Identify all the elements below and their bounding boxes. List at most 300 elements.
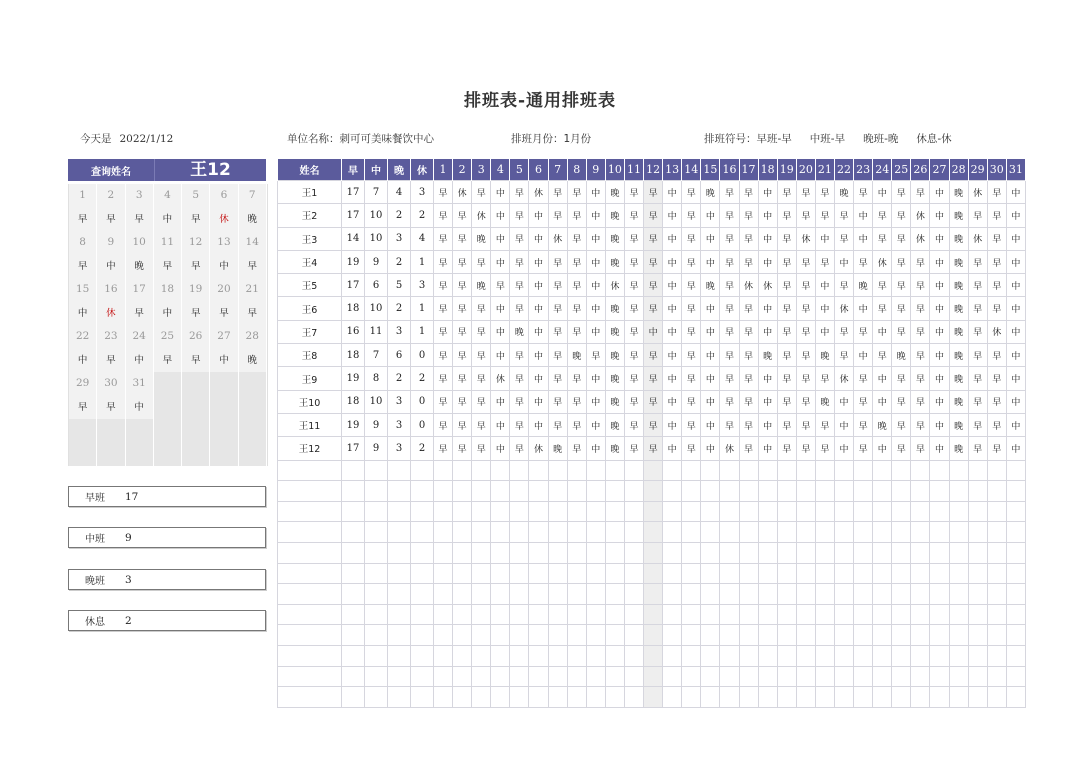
shift-cell[interactable]: 早	[777, 204, 796, 227]
shift-cell[interactable]: 早	[472, 181, 491, 204]
empty-cell[interactable]	[987, 460, 1006, 481]
empty-cell[interactable]	[605, 666, 624, 687]
empty-cell[interactable]	[586, 584, 605, 605]
empty-cell[interactable]	[930, 522, 949, 543]
empty-cell[interactable]	[434, 687, 453, 708]
shift-cell[interactable]: 休	[720, 437, 739, 460]
empty-cell[interactable]	[548, 501, 567, 522]
shift-cell[interactable]: 中	[701, 250, 720, 273]
shift-cell[interactable]: 中	[663, 413, 682, 436]
shift-cell[interactable]: 早	[682, 204, 701, 227]
empty-cell[interactable]	[365, 666, 388, 687]
shift-cell[interactable]: 中	[930, 320, 949, 343]
empty-cell[interactable]	[453, 666, 472, 687]
shift-cell[interactable]: 晚	[510, 320, 529, 343]
shift-cell[interactable]: 休	[453, 181, 472, 204]
empty-cell[interactable]	[968, 666, 987, 687]
empty-cell[interactable]	[701, 666, 720, 687]
empty-cell[interactable]	[682, 666, 701, 687]
shift-cell[interactable]: 早	[968, 320, 987, 343]
shift-cell[interactable]: 早	[510, 344, 529, 367]
shift-cell[interactable]: 早	[854, 390, 873, 413]
shift-cell[interactable]: 中	[701, 413, 720, 436]
shift-cell[interactable]: 中	[1006, 320, 1025, 343]
shift-cell[interactable]: 早	[548, 274, 567, 297]
empty-cell[interactable]	[365, 542, 388, 563]
empty-cell[interactable]	[548, 481, 567, 502]
shift-cell[interactable]: 中	[491, 250, 510, 273]
empty-cell[interactable]	[510, 563, 529, 584]
empty-cell[interactable]	[491, 501, 510, 522]
empty-cell[interactable]	[911, 687, 930, 708]
shift-cell[interactable]: 中	[854, 297, 873, 320]
empty-cell[interactable]	[854, 481, 873, 502]
shift-cell[interactable]: 晚	[949, 344, 968, 367]
empty-cell[interactable]	[567, 563, 586, 584]
empty-cell[interactable]	[278, 687, 342, 708]
shift-cell[interactable]: 早	[720, 413, 739, 436]
empty-cell[interactable]	[388, 645, 411, 666]
empty-cell[interactable]	[548, 666, 567, 687]
shift-cell[interactable]: 早	[739, 227, 758, 250]
empty-cell[interactable]	[854, 687, 873, 708]
empty-cell[interactable]	[987, 687, 1006, 708]
shift-cell[interactable]: 晚	[815, 390, 834, 413]
shift-cell[interactable]: 休	[968, 181, 987, 204]
shift-cell[interactable]: 中	[758, 390, 777, 413]
shift-cell[interactable]: 早	[968, 250, 987, 273]
empty-cell[interactable]	[278, 481, 342, 502]
shift-cell[interactable]: 中	[586, 390, 605, 413]
empty-cell[interactable]	[567, 542, 586, 563]
shift-cell[interactable]: 早	[453, 367, 472, 390]
empty-cell[interactable]	[758, 501, 777, 522]
empty-cell[interactable]	[453, 481, 472, 502]
shift-cell[interactable]: 中	[758, 437, 777, 460]
shift-cell[interactable]: 晚	[949, 181, 968, 204]
empty-cell[interactable]	[1006, 542, 1025, 563]
shift-cell[interactable]: 早	[720, 344, 739, 367]
shift-cell[interactable]: 晚	[605, 297, 624, 320]
empty-cell[interactable]	[892, 604, 911, 625]
empty-cell[interactable]	[342, 501, 365, 522]
shift-cell[interactable]: 早	[873, 297, 892, 320]
empty-cell[interactable]	[854, 522, 873, 543]
shift-cell[interactable]: 早	[434, 413, 453, 436]
empty-cell[interactable]	[796, 522, 815, 543]
shift-cell[interactable]: 早	[739, 250, 758, 273]
empty-cell[interactable]	[567, 460, 586, 481]
empty-cell[interactable]	[930, 645, 949, 666]
shift-cell[interactable]: 中	[930, 204, 949, 227]
empty-cell[interactable]	[586, 522, 605, 543]
empty-cell[interactable]	[987, 584, 1006, 605]
shift-cell[interactable]: 早	[453, 227, 472, 250]
shift-cell[interactable]: 早	[777, 274, 796, 297]
shift-cell[interactable]: 早	[453, 250, 472, 273]
shift-cell[interactable]: 中	[586, 250, 605, 273]
shift-cell[interactable]: 早	[472, 437, 491, 460]
shift-cell[interactable]: 早	[644, 204, 663, 227]
empty-cell[interactable]	[510, 687, 529, 708]
empty-cell[interactable]	[968, 687, 987, 708]
empty-cell[interactable]	[911, 522, 930, 543]
empty-cell[interactable]	[739, 625, 758, 646]
empty-cell[interactable]	[834, 604, 853, 625]
empty-cell[interactable]	[388, 481, 411, 502]
empty-cell[interactable]	[682, 522, 701, 543]
empty-cell[interactable]	[365, 563, 388, 584]
empty-cell[interactable]	[624, 645, 643, 666]
shift-cell[interactable]: 中	[491, 437, 510, 460]
empty-cell[interactable]	[644, 563, 663, 584]
shift-cell[interactable]: 中	[701, 367, 720, 390]
empty-cell[interactable]	[987, 481, 1006, 502]
empty-cell[interactable]	[605, 501, 624, 522]
shift-cell[interactable]: 中	[586, 274, 605, 297]
empty-cell[interactable]	[930, 687, 949, 708]
shift-cell[interactable]: 中	[529, 227, 548, 250]
empty-cell[interactable]	[701, 460, 720, 481]
shift-cell[interactable]: 晚	[605, 437, 624, 460]
empty-cell[interactable]	[510, 625, 529, 646]
empty-cell[interactable]	[968, 460, 987, 481]
empty-cell[interactable]	[342, 563, 365, 584]
empty-cell[interactable]	[911, 604, 930, 625]
empty-cell[interactable]	[411, 522, 434, 543]
shift-cell[interactable]: 中	[529, 250, 548, 273]
shift-cell[interactable]: 休	[873, 250, 892, 273]
empty-cell[interactable]	[968, 604, 987, 625]
empty-cell[interactable]	[720, 666, 739, 687]
empty-cell[interactable]	[453, 584, 472, 605]
shift-cell[interactable]: 中	[529, 390, 548, 413]
empty-cell[interactable]	[739, 687, 758, 708]
shift-cell[interactable]: 早	[644, 181, 663, 204]
empty-cell[interactable]	[453, 687, 472, 708]
empty-cell[interactable]	[567, 522, 586, 543]
empty-cell[interactable]	[968, 584, 987, 605]
empty-cell[interactable]	[491, 625, 510, 646]
empty-cell[interactable]	[911, 625, 930, 646]
shift-cell[interactable]: 晚	[892, 344, 911, 367]
empty-cell[interactable]	[968, 542, 987, 563]
shift-cell[interactable]: 早	[682, 390, 701, 413]
empty-cell[interactable]	[342, 625, 365, 646]
empty-cell[interactable]	[663, 604, 682, 625]
empty-cell[interactable]	[434, 666, 453, 687]
empty-cell[interactable]	[758, 563, 777, 584]
empty-cell[interactable]	[388, 501, 411, 522]
shift-cell[interactable]: 中	[663, 367, 682, 390]
empty-cell[interactable]	[796, 645, 815, 666]
empty-cell[interactable]	[930, 481, 949, 502]
empty-cell[interactable]	[453, 563, 472, 584]
shift-cell[interactable]: 中	[586, 367, 605, 390]
empty-cell[interactable]	[605, 584, 624, 605]
shift-cell[interactable]: 早	[854, 413, 873, 436]
empty-cell[interactable]	[453, 460, 472, 481]
empty-cell[interactable]	[930, 501, 949, 522]
empty-cell[interactable]	[472, 542, 491, 563]
shift-cell[interactable]: 早	[453, 320, 472, 343]
empty-cell[interactable]	[278, 460, 342, 481]
shift-cell[interactable]: 早	[911, 297, 930, 320]
shift-cell[interactable]: 早	[567, 227, 586, 250]
empty-cell[interactable]	[815, 625, 834, 646]
empty-cell[interactable]	[930, 604, 949, 625]
shift-cell[interactable]: 早	[567, 250, 586, 273]
shift-cell[interactable]: 早	[892, 274, 911, 297]
empty-cell[interactable]	[491, 666, 510, 687]
empty-cell[interactable]	[624, 522, 643, 543]
empty-cell[interactable]	[1006, 563, 1025, 584]
shift-cell[interactable]: 晚	[567, 344, 586, 367]
empty-cell[interactable]	[434, 542, 453, 563]
empty-cell[interactable]	[815, 522, 834, 543]
shift-cell[interactable]: 早	[624, 320, 643, 343]
empty-cell[interactable]	[815, 542, 834, 563]
empty-cell[interactable]	[701, 542, 720, 563]
shift-cell[interactable]: 早	[834, 204, 853, 227]
shift-cell[interactable]: 中	[644, 320, 663, 343]
shift-cell[interactable]: 早	[892, 250, 911, 273]
empty-cell[interactable]	[365, 687, 388, 708]
shift-cell[interactable]: 早	[987, 204, 1006, 227]
shift-cell[interactable]: 晚	[605, 250, 624, 273]
empty-cell[interactable]	[968, 522, 987, 543]
shift-cell[interactable]: 早	[987, 344, 1006, 367]
shift-cell[interactable]: 中	[873, 367, 892, 390]
empty-cell[interactable]	[892, 460, 911, 481]
empty-cell[interactable]	[548, 645, 567, 666]
empty-cell[interactable]	[796, 666, 815, 687]
empty-cell[interactable]	[411, 460, 434, 481]
empty-cell[interactable]	[777, 584, 796, 605]
empty-cell[interactable]	[834, 501, 853, 522]
empty-cell[interactable]	[777, 460, 796, 481]
shift-cell[interactable]: 早	[777, 367, 796, 390]
empty-cell[interactable]	[663, 666, 682, 687]
empty-cell[interactable]	[892, 481, 911, 502]
empty-cell[interactable]	[278, 645, 342, 666]
shift-cell[interactable]: 中	[854, 227, 873, 250]
shift-cell[interactable]: 早	[567, 204, 586, 227]
shift-cell[interactable]: 中	[701, 227, 720, 250]
empty-cell[interactable]	[834, 481, 853, 502]
shift-cell[interactable]: 早	[911, 390, 930, 413]
empty-cell[interactable]	[930, 563, 949, 584]
shift-cell[interactable]: 中	[1006, 367, 1025, 390]
lookup-name-select[interactable]: 王12	[154, 159, 266, 181]
empty-cell[interactable]	[605, 645, 624, 666]
empty-cell[interactable]	[815, 481, 834, 502]
empty-cell[interactable]	[930, 625, 949, 646]
shift-cell[interactable]: 早	[968, 204, 987, 227]
empty-cell[interactable]	[854, 542, 873, 563]
empty-cell[interactable]	[968, 645, 987, 666]
empty-cell[interactable]	[491, 645, 510, 666]
shift-cell[interactable]: 晚	[949, 390, 968, 413]
shift-cell[interactable]: 早	[624, 181, 643, 204]
shift-cell[interactable]: 早	[510, 297, 529, 320]
shift-cell[interactable]: 早	[548, 181, 567, 204]
empty-cell[interactable]	[434, 460, 453, 481]
shift-cell[interactable]: 中	[491, 204, 510, 227]
empty-cell[interactable]	[342, 604, 365, 625]
empty-cell[interactable]	[472, 604, 491, 625]
shift-cell[interactable]: 中	[1006, 227, 1025, 250]
empty-cell[interactable]	[644, 460, 663, 481]
shift-cell[interactable]: 早	[854, 437, 873, 460]
empty-cell[interactable]	[529, 625, 548, 646]
empty-cell[interactable]	[365, 584, 388, 605]
shift-cell[interactable]: 中	[529, 344, 548, 367]
shift-cell[interactable]: 中	[491, 320, 510, 343]
shift-cell[interactable]: 早	[911, 274, 930, 297]
empty-cell[interactable]	[491, 460, 510, 481]
shift-cell[interactable]: 早	[739, 181, 758, 204]
empty-cell[interactable]	[567, 481, 586, 502]
empty-cell[interactable]	[342, 460, 365, 481]
empty-cell[interactable]	[567, 666, 586, 687]
empty-cell[interactable]	[586, 687, 605, 708]
shift-cell[interactable]: 晚	[949, 227, 968, 250]
shift-cell[interactable]: 晚	[605, 320, 624, 343]
empty-cell[interactable]	[873, 522, 892, 543]
empty-cell[interactable]	[663, 542, 682, 563]
empty-cell[interactable]	[624, 666, 643, 687]
shift-cell[interactable]: 休	[605, 274, 624, 297]
shift-cell[interactable]: 早	[644, 390, 663, 413]
shift-cell[interactable]: 中	[930, 437, 949, 460]
shift-cell[interactable]: 晚	[949, 437, 968, 460]
empty-cell[interactable]	[682, 625, 701, 646]
empty-cell[interactable]	[796, 481, 815, 502]
shift-cell[interactable]: 晚	[949, 204, 968, 227]
empty-cell[interactable]	[682, 645, 701, 666]
empty-cell[interactable]	[586, 563, 605, 584]
shift-cell[interactable]: 中	[663, 320, 682, 343]
empty-cell[interactable]	[873, 542, 892, 563]
shift-cell[interactable]: 早	[567, 320, 586, 343]
shift-cell[interactable]: 中	[586, 437, 605, 460]
shift-cell[interactable]: 早	[624, 204, 643, 227]
shift-cell[interactable]: 晚	[548, 437, 567, 460]
shift-cell[interactable]: 中	[701, 297, 720, 320]
empty-cell[interactable]	[930, 542, 949, 563]
shift-cell[interactable]: 早	[434, 181, 453, 204]
empty-cell[interactable]	[777, 687, 796, 708]
empty-cell[interactable]	[815, 563, 834, 584]
empty-cell[interactable]	[434, 563, 453, 584]
empty-cell[interactable]	[682, 460, 701, 481]
empty-cell[interactable]	[873, 584, 892, 605]
empty-cell[interactable]	[834, 645, 853, 666]
shift-cell[interactable]: 晚	[605, 181, 624, 204]
empty-cell[interactable]	[644, 687, 663, 708]
empty-cell[interactable]	[758, 645, 777, 666]
shift-cell[interactable]: 早	[892, 204, 911, 227]
shift-cell[interactable]: 晚	[949, 250, 968, 273]
shift-cell[interactable]: 早	[682, 437, 701, 460]
shift-cell[interactable]: 晚	[701, 181, 720, 204]
empty-cell[interactable]	[567, 501, 586, 522]
shift-cell[interactable]: 早	[434, 390, 453, 413]
empty-cell[interactable]	[278, 542, 342, 563]
empty-cell[interactable]	[434, 625, 453, 646]
empty-cell[interactable]	[365, 645, 388, 666]
shift-cell[interactable]: 中	[1006, 274, 1025, 297]
shift-cell[interactable]: 早	[873, 204, 892, 227]
empty-cell[interactable]	[388, 522, 411, 543]
shift-cell[interactable]: 中	[834, 437, 853, 460]
shift-cell[interactable]: 早	[987, 274, 1006, 297]
empty-cell[interactable]	[777, 604, 796, 625]
shift-cell[interactable]: 早	[682, 297, 701, 320]
shift-cell[interactable]: 早	[834, 320, 853, 343]
shift-cell[interactable]: 早	[453, 204, 472, 227]
shift-cell[interactable]: 早	[796, 344, 815, 367]
empty-cell[interactable]	[278, 584, 342, 605]
empty-cell[interactable]	[342, 666, 365, 687]
shift-cell[interactable]: 中	[930, 344, 949, 367]
empty-cell[interactable]	[1006, 604, 1025, 625]
empty-cell[interactable]	[873, 645, 892, 666]
shift-cell[interactable]: 早	[968, 367, 987, 390]
empty-cell[interactable]	[605, 542, 624, 563]
empty-cell[interactable]	[586, 625, 605, 646]
empty-cell[interactable]	[663, 501, 682, 522]
empty-cell[interactable]	[434, 522, 453, 543]
shift-cell[interactable]: 早	[510, 204, 529, 227]
empty-cell[interactable]	[834, 625, 853, 646]
empty-cell[interactable]	[586, 481, 605, 502]
empty-cell[interactable]	[949, 563, 968, 584]
empty-cell[interactable]	[834, 687, 853, 708]
shift-cell[interactable]: 晚	[758, 344, 777, 367]
shift-cell[interactable]: 中	[930, 181, 949, 204]
shift-cell[interactable]: 早	[548, 390, 567, 413]
empty-cell[interactable]	[624, 563, 643, 584]
shift-cell[interactable]: 早	[777, 320, 796, 343]
empty-cell[interactable]	[949, 501, 968, 522]
shift-cell[interactable]: 早	[434, 367, 453, 390]
shift-cell[interactable]: 晚	[605, 204, 624, 227]
empty-cell[interactable]	[949, 604, 968, 625]
shift-cell[interactable]: 早	[682, 227, 701, 250]
empty-cell[interactable]	[624, 604, 643, 625]
empty-cell[interactable]	[873, 460, 892, 481]
shift-cell[interactable]: 中	[1006, 181, 1025, 204]
shift-cell[interactable]: 早	[720, 320, 739, 343]
shift-cell[interactable]: 早	[987, 297, 1006, 320]
shift-cell[interactable]: 早	[987, 437, 1006, 460]
empty-cell[interactable]	[911, 563, 930, 584]
shift-cell[interactable]: 中	[930, 274, 949, 297]
empty-cell[interactable]	[586, 542, 605, 563]
shift-cell[interactable]: 早	[796, 437, 815, 460]
shift-cell[interactable]: 早	[434, 320, 453, 343]
empty-cell[interactable]	[605, 687, 624, 708]
shift-cell[interactable]: 中	[663, 181, 682, 204]
shift-cell[interactable]: 早	[644, 274, 663, 297]
empty-cell[interactable]	[854, 625, 873, 646]
shift-cell[interactable]: 中	[873, 320, 892, 343]
shift-cell[interactable]: 中	[663, 274, 682, 297]
shift-cell[interactable]: 中	[491, 413, 510, 436]
empty-cell[interactable]	[701, 501, 720, 522]
